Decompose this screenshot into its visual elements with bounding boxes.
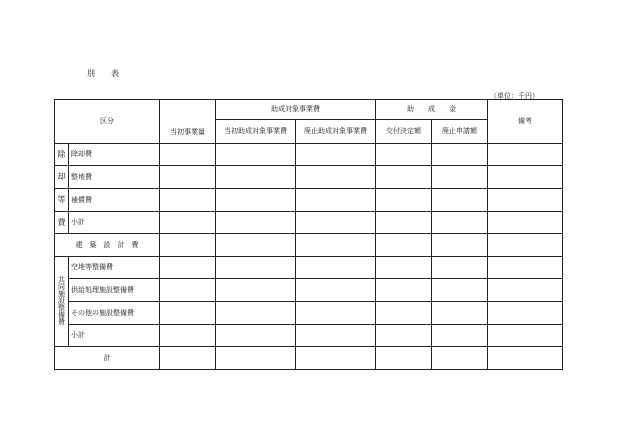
group-char: 同 bbox=[58, 283, 65, 291]
cell-empty bbox=[376, 212, 432, 234]
table-row bbox=[55, 347, 563, 370]
cell-empty bbox=[432, 234, 488, 257]
subsidy-table bbox=[54, 99, 563, 370]
cell-empty bbox=[376, 234, 432, 257]
group-char: 備 bbox=[58, 311, 65, 319]
table-row bbox=[55, 144, 563, 166]
cell-empty bbox=[296, 234, 376, 257]
cell-empty bbox=[216, 347, 296, 370]
cell-empty bbox=[160, 144, 216, 166]
cell-empty bbox=[488, 144, 563, 166]
cell-empty bbox=[376, 347, 432, 370]
cell-empty bbox=[216, 302, 296, 325]
group-char: 却 bbox=[55, 166, 69, 189]
cell-empty bbox=[376, 302, 432, 325]
cell-empty bbox=[488, 234, 563, 257]
cell-empty bbox=[376, 144, 432, 166]
cell-empty bbox=[376, 189, 432, 212]
cell-empty bbox=[160, 279, 216, 302]
group-char: 費 bbox=[58, 318, 65, 326]
unit-label: （単位：千円） bbox=[490, 92, 539, 100]
header-subsidy-group: 助 成 金 bbox=[376, 100, 488, 120]
group-char: 費 bbox=[55, 212, 69, 234]
document-title: 別 表 bbox=[87, 69, 119, 78]
cell-empty bbox=[216, 257, 296, 279]
cell-empty bbox=[160, 257, 216, 279]
cell-empty bbox=[376, 279, 432, 302]
cell-empty bbox=[216, 189, 296, 212]
cell-empty bbox=[376, 325, 432, 347]
row-label-supply-facility: 供給処理施設整備費 bbox=[69, 279, 160, 302]
header-initial-cost: 当初事業量 bbox=[160, 100, 216, 144]
header-subsidy-target-initial: 当初助成対象事業費 bbox=[216, 120, 296, 144]
table-row bbox=[55, 166, 563, 189]
cell-empty bbox=[216, 325, 296, 347]
cell-empty bbox=[488, 325, 563, 347]
cell-empty bbox=[432, 279, 488, 302]
row-label-subtotal: 小計 bbox=[69, 325, 160, 347]
cell-empty bbox=[296, 325, 376, 347]
cell-empty bbox=[160, 234, 216, 257]
header-kubun: 区分 bbox=[55, 100, 160, 144]
header-subsidy-decided: 交付決定額 bbox=[376, 120, 432, 144]
cell-empty bbox=[488, 302, 563, 325]
row-label-removal-cost: 除却費 bbox=[69, 144, 160, 166]
cell-empty bbox=[432, 144, 488, 166]
header-subsidy-target-abolition: 廃止助成対象事業費 bbox=[296, 120, 376, 144]
group-label-common bbox=[55, 257, 69, 347]
cell-empty bbox=[160, 302, 216, 325]
row-label-vacant-land: 空地等整備費 bbox=[69, 257, 160, 279]
cell-empty bbox=[432, 189, 488, 212]
cell-empty bbox=[432, 347, 488, 370]
table-row bbox=[55, 257, 563, 279]
cell-empty bbox=[160, 166, 216, 189]
row-label-compensation: 補償費 bbox=[69, 189, 160, 212]
table-row bbox=[55, 234, 563, 257]
cell-empty bbox=[432, 257, 488, 279]
cell-empty bbox=[160, 189, 216, 212]
cell-empty bbox=[160, 212, 216, 234]
cell-empty bbox=[488, 257, 563, 279]
row-label-building-design: 建 築 設 計 費 bbox=[55, 234, 160, 257]
cell-empty bbox=[296, 347, 376, 370]
cell-empty bbox=[488, 347, 563, 370]
group-char: 整 bbox=[58, 304, 65, 312]
table-row bbox=[55, 279, 563, 302]
header-subsidy-abolition-request: 廃止申請額 bbox=[432, 120, 488, 144]
cell-empty bbox=[216, 212, 296, 234]
cell-empty bbox=[432, 212, 488, 234]
table-row bbox=[55, 325, 563, 347]
cell-empty bbox=[296, 279, 376, 302]
row-label-subtotal: 小計 bbox=[69, 212, 160, 234]
cell-empty bbox=[296, 212, 376, 234]
cell-empty bbox=[216, 234, 296, 257]
cell-empty bbox=[376, 257, 432, 279]
cell-empty bbox=[296, 257, 376, 279]
cell-empty bbox=[376, 166, 432, 189]
cell-empty bbox=[432, 166, 488, 189]
row-label-other-facility: その他の施設整備費 bbox=[69, 302, 160, 325]
cell-empty bbox=[432, 325, 488, 347]
group-char: 設 bbox=[58, 297, 65, 305]
cell-empty bbox=[488, 189, 563, 212]
group-char: 等 bbox=[55, 189, 69, 212]
header-remarks: 備考 bbox=[488, 100, 563, 144]
cell-empty bbox=[296, 302, 376, 325]
group-char: 共 bbox=[58, 276, 65, 284]
group-char: 除 bbox=[55, 144, 69, 166]
group-char: 施 bbox=[58, 290, 65, 298]
cell-empty bbox=[216, 279, 296, 302]
cell-empty bbox=[216, 144, 296, 166]
cell-empty bbox=[160, 325, 216, 347]
cell-empty bbox=[432, 302, 488, 325]
table-row bbox=[55, 212, 563, 234]
cell-empty bbox=[296, 166, 376, 189]
cell-empty bbox=[296, 144, 376, 166]
header-subsidy-target-group: 助成対象事業費 bbox=[216, 100, 376, 120]
table-row bbox=[55, 189, 563, 212]
cell-empty bbox=[488, 212, 563, 234]
row-label-land-prep: 整地費 bbox=[69, 166, 160, 189]
cell-empty bbox=[216, 166, 296, 189]
cell-empty bbox=[488, 279, 563, 302]
cell-empty bbox=[488, 166, 563, 189]
row-label-total: 計 bbox=[55, 347, 160, 370]
table-row bbox=[55, 302, 563, 325]
cell-empty bbox=[160, 347, 216, 370]
cell-empty bbox=[296, 189, 376, 212]
